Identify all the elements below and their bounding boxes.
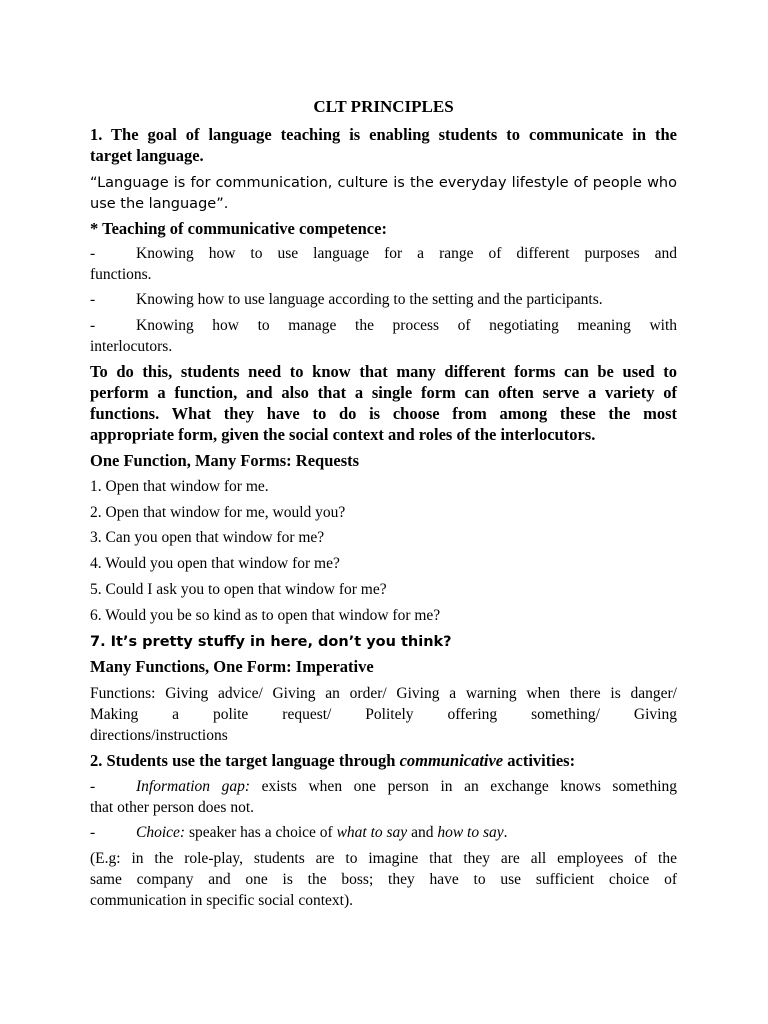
example-line2: same company and one is the boss; they have to use sufficient choice of	[90, 871, 677, 888]
choice-term: Choice:	[136, 824, 186, 841]
example-line3: communication in specific social context).	[90, 892, 353, 909]
imperative-line1: Functions: Giving advice/ Giving an order/ Giving a warning when there is danger/	[90, 685, 677, 702]
bullet-item-3-text: Knowing how to manage the process of negotiating meaning with	[136, 317, 677, 334]
bullet-item-3	[90, 316, 677, 336]
bullet-item-2-text: Knowing how to use language according to the setting and the participants.	[136, 291, 603, 308]
section2-heading-em: communicative	[399, 751, 504, 770]
request-item: 1. Open that window for me.	[90, 478, 269, 495]
bullet-item-2	[90, 290, 677, 310]
info-gap-text: exists when one person in an exchange knows something	[250, 778, 678, 795]
bullet-item-3-continuation: interlocutors.	[90, 338, 173, 355]
quote-line2: use the language”.	[90, 196, 229, 212]
imperative-heading: Many Functions, One Form: Imperative	[90, 657, 374, 676]
paragraph-line3: functions. What they have to do is choose from among these the most	[90, 404, 677, 423]
imperative-line3: directions/instructions	[90, 727, 228, 744]
info-gap-item	[90, 777, 677, 797]
section2-heading	[90, 751, 677, 771]
paragraph-line2: perform a function, and also that a single form can often serve a variety of	[90, 383, 677, 402]
info-gap-line1	[136, 777, 677, 797]
bullet-item-1	[90, 244, 677, 264]
choice-em-what: what to say	[336, 824, 408, 841]
request-item: 2. Open that window for me, would you?	[90, 504, 346, 521]
paragraph-line1: To do this, students need to know that many different forms can be used to	[90, 362, 677, 381]
bullet-dash: -	[90, 824, 96, 841]
choice-text-c: .	[503, 824, 508, 841]
section2-heading-post: activities:	[503, 751, 576, 770]
bullet-item-1-continuation: functions.	[90, 266, 152, 283]
competence-subheading: * Teaching of communicative competence:	[90, 219, 387, 238]
choice-text-b: and	[407, 824, 438, 841]
bullet-dash: -	[90, 317, 96, 334]
section1-heading-line2: target language.	[90, 146, 204, 165]
choice-line	[136, 823, 508, 843]
choice-item	[90, 823, 677, 843]
imperative-line2: Making a polite request/ Politely offering something/ Giving	[90, 706, 677, 723]
request-item: 7. It’s pretty stuffy in here, don’t you think?	[90, 634, 452, 650]
section2-heading-pre: 2. Students use the target language through	[90, 751, 400, 770]
info-gap-line2: that other person does not.	[90, 799, 255, 816]
paragraph-line4: appropriate form, given the social context and roles of the interlocutors.	[90, 425, 596, 444]
section1-heading-line1: 1. The goal of language teaching is enabling students to communicate in the	[90, 125, 677, 144]
page-title: CLT PRINCIPLES	[313, 97, 454, 116]
choice-text-a: speaker has a choice of	[185, 824, 337, 841]
request-item: 6. Would you be so kind as to open that window for me?	[90, 607, 441, 624]
example-line1: (E.g: in the role-play, students are to imagine that they are all employees of the	[90, 850, 677, 867]
request-item: 3. Can you open that window for me?	[90, 529, 325, 546]
bullet-dash: -	[90, 291, 96, 308]
info-gap-term: Information gap:	[136, 778, 251, 795]
choice-em-how: how to say	[437, 824, 504, 841]
quote-line1: “Language is for communication, culture is the everyday lifestyle of people who	[90, 175, 677, 191]
bullet-item-1-text: Knowing how to use language for a range of different purposes and	[136, 245, 677, 262]
request-item: 5. Could I ask you to open that window for me?	[90, 581, 387, 598]
bullet-dash: -	[90, 245, 96, 262]
bullet-dash: -	[90, 778, 96, 795]
request-item: 4. Would you open that window for me?	[90, 555, 340, 572]
requests-heading: One Function, Many Forms: Requests	[90, 451, 360, 470]
